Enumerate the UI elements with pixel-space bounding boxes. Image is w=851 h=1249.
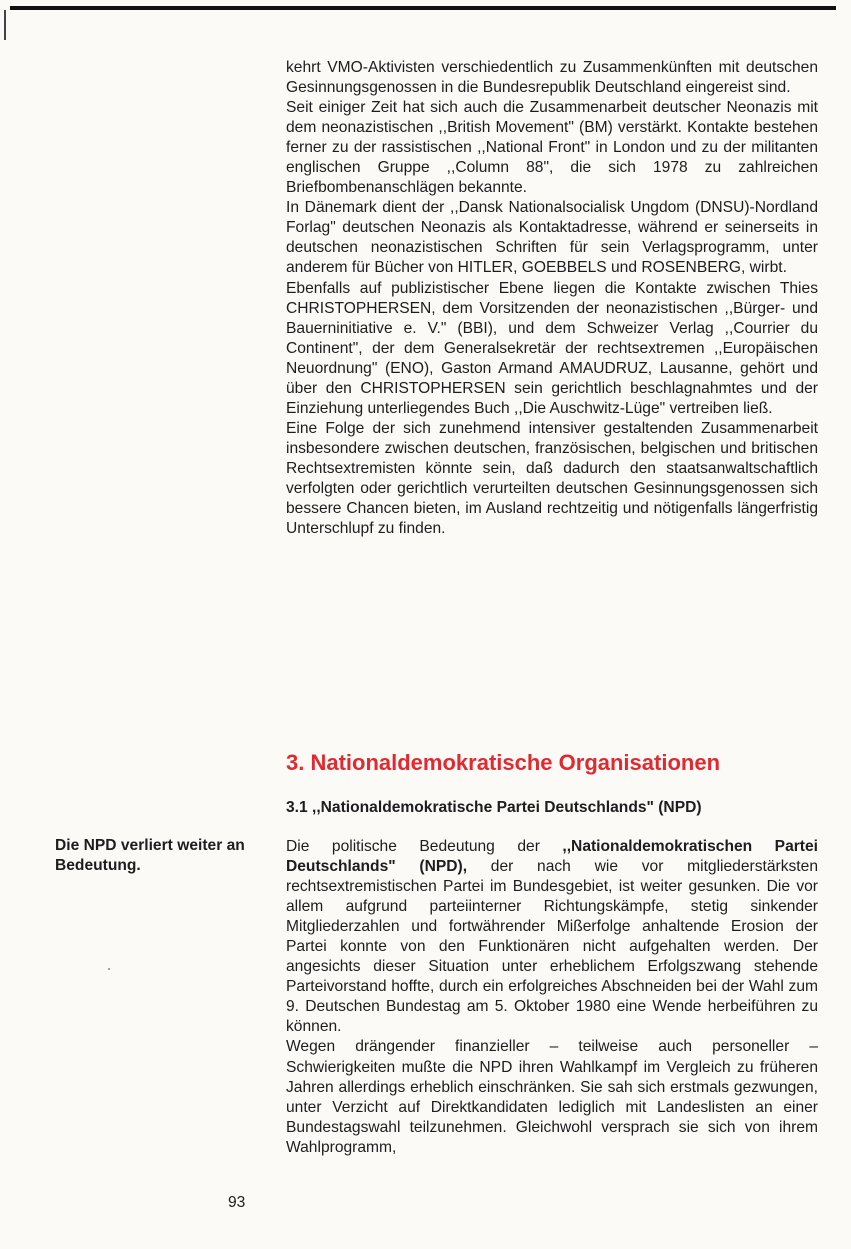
npd-rest-text: der nach wie vor mitgliederstärksten rechtsextremistischen Partei im Bundesgebiet, ist weiter gesunken. Die vor allem aufgrund parteiinterner Richtungskämpfe, stetig sinkender Mitgliederzahlen und fortwährender Mißerfolge anhaltende Erosion der Partei konnte von den Funktionären nicht aufgehalten werden. Der angesichts dieser Situation unter erheblichem Erfolgszwang stehende Parteivorstand hoffte, durch ein erfolgreiches Abschneiden bei der Wahl zum 9. Deutschen Bundestag am 5. Oktober 1980 eine Wende herbeiführen zu können. bbox=[286, 858, 818, 1036]
paragraph-cooperation: Eine Folge der sich zunehmend intensiver gestaltenden Zusammenarbeit insbesondere zwischen deutschen, französischen, belgischen und britischen Rechtsextremisten könnte sein, daß dadurch den staatsanwaltschaftlich verfolgten oder gerichtlich verurteilten deutschen Gesinnungsgenossen sich bessere Chancen bieten, im Ausland rechtzeitig und nötigenfalls längerfristig Unterschlupf zu finden. bbox=[286, 419, 818, 538]
section-heading: 3. Nationaldemokratische Organisationen bbox=[286, 750, 721, 775]
page-number: 93 bbox=[228, 1194, 246, 1211]
paragraph-british-movement: Seit einiger Zeit hat sich auch die Zusammenarbeit deutscher Neonazis mit dem neonazistischen ,,British Movement" (BM) verstärkt. Kontakte bestehen ferner zu der rassistischen ,,National Front" in London und zu der militanten englischen Gruppe ,,Column 88", die sich 1978 zu zahlreichen Briefbombenanschlägen bekannte. bbox=[286, 99, 818, 197]
margin-note: Die NPD verliert weiter an Bedeutung. bbox=[55, 837, 245, 874]
scan-speck bbox=[108, 968, 110, 970]
left-edge-mark bbox=[4, 10, 6, 40]
paragraph-npd-significance bbox=[286, 837, 818, 1037]
npd-intro-text: Die politische Bedeutung der bbox=[286, 838, 563, 855]
paragraph-vmo: kehrt VMO-Aktivisten verschiedentlich zu Zusammenkünften mit deutschen Gesinnungsgenossen in die Bundesrepublik Deutschland eingereist sind. bbox=[286, 59, 818, 97]
npd-party-name: ,,Nationaldemokratischen Partei Deutschlands" (NPD), bbox=[286, 838, 819, 876]
subsection-heading: 3.1 ,,Nationaldemokratische Partei Deutschlands" (NPD) bbox=[286, 799, 702, 816]
top-rule bbox=[10, 6, 836, 10]
paragraph-campaign: Wegen drängender finanzieller – teilweise auch personeller – Schwierigkeiten mußte die NPD ihren Wahlkampf im Vergleich zu früheren Jahren allerdings erheblich einschränken. Sie sah sich erstmals gezwungen, unter Verzicht auf Direktkandidaten lediglich mit Landeslisten an einer Bundestagswahl teilzunehmen. Gleichwohl versprach sie sich von ihrem Wahlprogramm, bbox=[286, 1038, 818, 1156]
main-text-column bbox=[286, 58, 818, 539]
paragraph-denmark: In Dänemark dient der ,,Dansk Nationalsocialisk Ungdom (DNSU)-Nordland Forlag" deutschen Neonazis als Kontaktadresse, während er seinerseits in deutschen neonazistischen Schriften für sein Verlagsprogramm, unter anderem für Bücher von HITLER, GOEBBELS und ROSENBERG, wirbt. bbox=[286, 199, 818, 277]
npd-text-block bbox=[286, 837, 818, 1158]
paragraph-christophersen: Ebenfalls auf publizistischer Ebene liegen die Kontakte zwischen Thies CHRISTOPHERSEN, dem Vorsitzenden der neonazistischen ,,Bürger- und Bauerninitiative e. V." (BBI), und dem Schweizer Verlag ,,Courrier du Continent", der dem Generalsekretär der rechtsextremen ,,Europäischen Neuordnung" (ENO), Gaston Armand AMAUDRUZ, Lausanne, gehört und über den CHRISTOPHERSEN sein gerichtlich beschlagnahmtes und der Einziehung unterliegendes Buch ,,Die Auschwitz-Lüge" vertreiben ließ. bbox=[286, 279, 818, 417]
